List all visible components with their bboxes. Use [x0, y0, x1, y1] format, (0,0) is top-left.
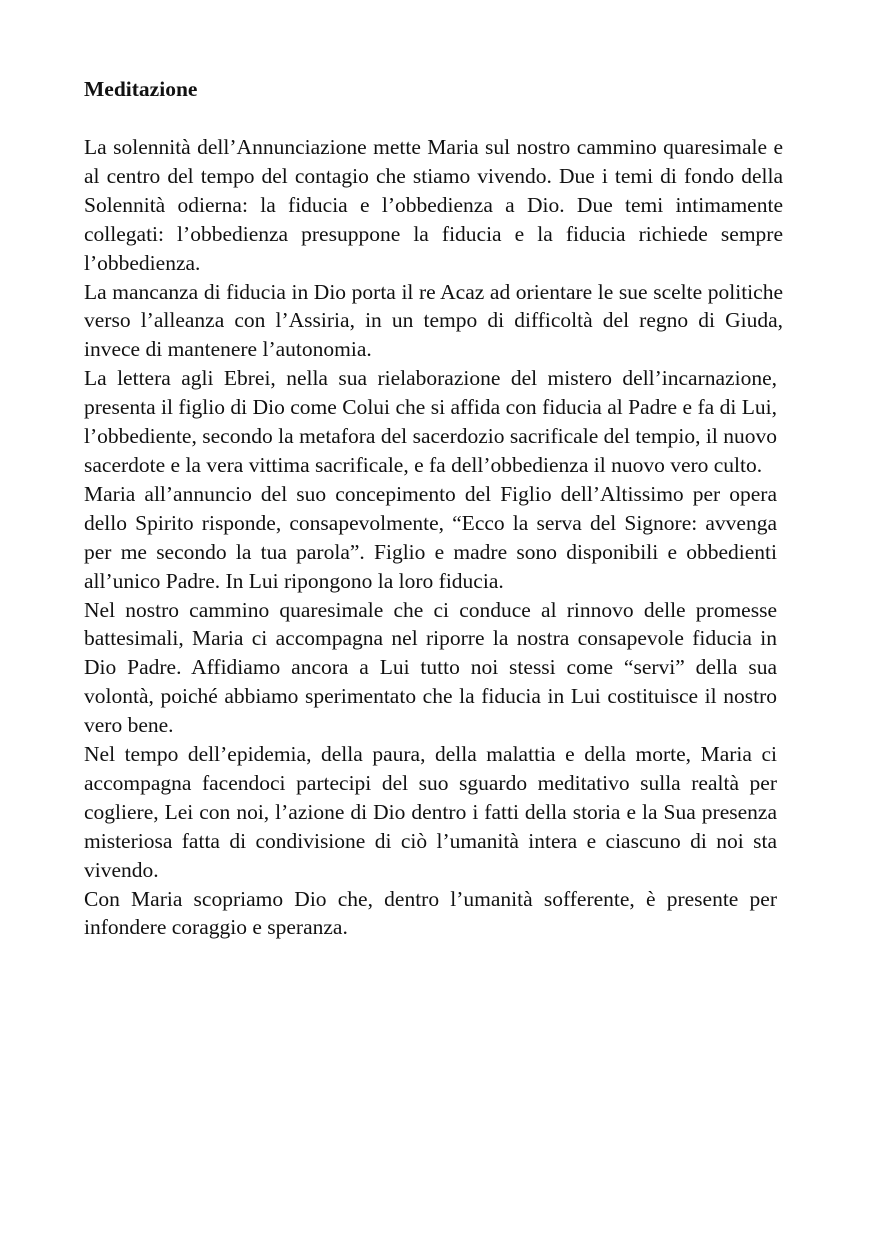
- paragraph-hebrews: La lettera agli Ebrei, nella sua rielaborazione del mistero dell’incarnazione, presenta il figlio di Dio come Colui che si affida con fiducia al Padre e fa di Lui, l’obbediente, secondo la metafora del sacerdozio sacrificale del tempio, il nuovo sacerdote e la vera vittima sacrificale, e fa dell’obbedienza il nuovo vero culto.: [84, 366, 777, 477]
- page-title: Meditazione: [84, 77, 198, 101]
- paragraph-acaz: La mancanza di fiducia in Dio porta il re Acaz ad orientare le sue scelte politiche verso l’alleanza con l’Assiria, in un tempo di difficoltà del regno di Giuda, invece di mantenere l’autonomia.: [84, 279, 783, 362]
- paragraph-conclusion: Con Maria scopriamo Dio che, dentro l’umanità sofferente, è presente per infondere coraggio e speranza.: [84, 886, 777, 940]
- paragraph-annunciation: La solennità dell’Annunciazione mette Maria sul nostro cammino quaresimale e al centro del tempo del contagio che stiamo vivendo. Due i temi di fondo della Solennità odierna: la fiducia e l’obbedienza a Dio. Due temi intimamente collegati: l’obbedienza presuppone la fiducia e la fiducia richiede sempre l’obbedienza.: [84, 135, 783, 275]
- paragraph-mary-answer: Maria all’annuncio del suo concepimento del Figlio dell’Altissimo per opera dello Spirito risponde, consapevolmente, “Ecco la serva del Signore: avvenga per me secondo la tua parola”. Figlio e madre sono disponibili e obbedienti all’unico Padre. In Lui ripongono la loro fiducia.: [84, 481, 777, 593]
- paragraph-lent-journey: Nel nostro cammino quaresimale che ci conduce al rinnovo delle promesse battesimali, Maria ci accompagna nel riporre la nostra consapevole fiducia in Dio Padre. Affidiamo ancora a Lui tutto noi stessi come “servi” della sua volontà, poiché abbiamo sperimentato che la fiducia in Lui costituisce il nostro vero bene.: [84, 597, 777, 738]
- document-body: [84, 74, 783, 942]
- paragraph-epidemic: Nel tempo dell’epidemia, della paura, della malattia e della morte, Maria ci accompagna facendoci partecipi del suo sguardo meditativo sulla realtà per cogliere, Lei con noi, l’azione di Dio dentro i fatti della storia e la Sua presenza misteriosa fatta di condivisione di ciò l’umanità intera e ciascuno di noi sta vivendo.: [84, 742, 777, 882]
